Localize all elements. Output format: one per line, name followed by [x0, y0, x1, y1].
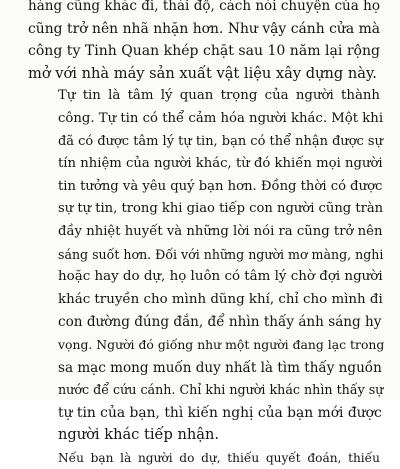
text-line: sa mạc mong muốn duy nhất là tìm thấy nguồn — [58, 359, 382, 376]
paragraph-1 — [28, 0, 380, 85]
text-line: sáng suốt hơn. Đối với những người mơ màng, nghi — [58, 246, 384, 262]
text-line: khác truyền cho mình dũng khí, chỉ cho mình đi — [58, 291, 383, 307]
text-line: hoặc hay do dự, họ luôn có tâm lý chờ đợi người — [58, 269, 383, 285]
text-line: người khác tiếp nhận. — [58, 426, 220, 444]
text-line: công ty Tinh Quan khép chặt sau 10 năm lại rộng — [28, 43, 380, 60]
text-line: Nếu bạn là người do dự, thiếu quyết đoán, thiếu — [58, 450, 380, 465]
text-line: cũng trở nên nhã nhặn hơn. Như vậy cánh cửa mà — [28, 20, 380, 37]
text-line: tin tưởng và yêu quý bạn hơn. Đồng thời có được — [58, 178, 383, 194]
text-line: Tự tin là tâm lý quan trọng của người thành — [58, 88, 380, 104]
text-line: đầy nhiệt huyết và những lời nói ra cũng trở nên — [58, 223, 383, 239]
text-line: tự tin của bạn, thì kiến nghị của bạn mới được — [58, 404, 382, 421]
text-line: đã có được tâm lý tự tin, bạn có thể nhận được sự — [58, 133, 383, 149]
text-line: công. Tự tin có thể cảm hóa người khác. Một khi — [58, 110, 384, 126]
text-line: con đường đúng đắn, để nhìn thấy ánh sáng hy — [58, 314, 382, 331]
paragraph-2 — [28, 85, 385, 447]
text-line: tín nhiệm của người khác, từ đó khiến mọi người — [58, 156, 383, 172]
paragraph-3 — [28, 447, 380, 469]
text-line: hàng cũng khác đi, thái độ, cách nói chuyện của họ — [28, 0, 380, 14]
text-line: vọng. Người đó giống như một người đang lạc trong — [58, 336, 385, 352]
text-line: mở với nhà máy sản xuất vật liệu xây dựng này. — [28, 64, 377, 82]
text-line: nước để cứu cánh. Chỉ khi người khác nhìn thấy sự — [58, 382, 384, 398]
text-line: sự tự tin, trong khi giao tiếp con người cũng tràn — [58, 201, 384, 217]
body-text — [28, 0, 385, 469]
